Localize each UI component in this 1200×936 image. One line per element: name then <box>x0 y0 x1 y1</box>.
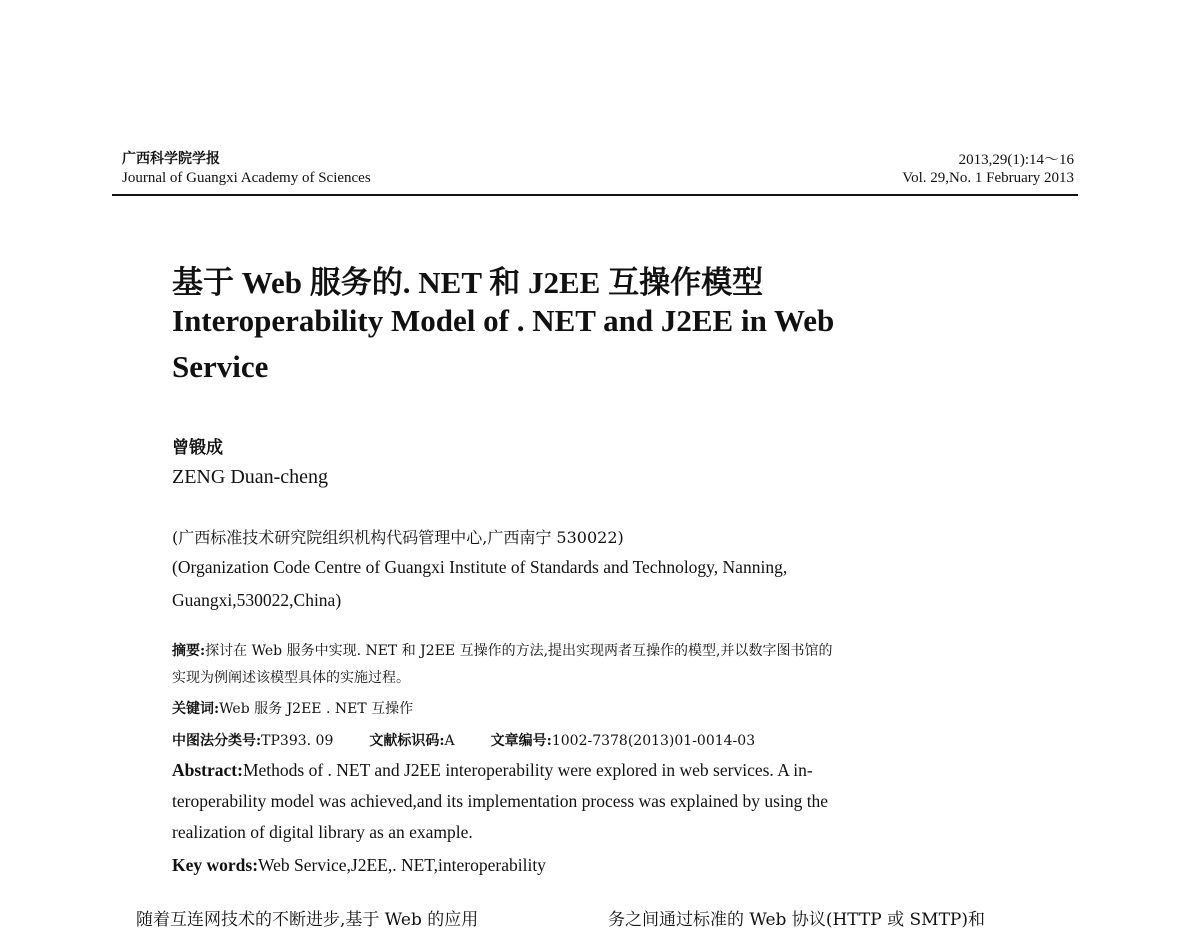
affiliation-en-line2: Guangxi,530022,China) <box>172 590 342 610</box>
article-no-value: 1002-7378(2013)01-0014-03 <box>551 733 756 749</box>
keywords-en <box>172 855 546 876</box>
keywords-cn-label: 关键词: <box>172 701 220 717</box>
classification-line <box>172 730 755 750</box>
article-no-label: 文章编号: <box>490 733 552 749</box>
abstract-cn-line1 <box>172 640 832 660</box>
title-en-line2: Service <box>172 349 269 384</box>
keywords-en-label: Key words: <box>172 855 259 875</box>
abstract-en-line2: teroperability model was achieved,and its implementation process was explained by using the <box>172 791 829 811</box>
affiliation-en-line1: (Organization Code Centre of Guangxi Institute of Standards and Technology, Nanning, <box>172 557 788 577</box>
abstract-en-label: Abstract: <box>172 760 243 780</box>
journal-name-en: Journal of Guangxi Academy of Sciences <box>122 170 371 186</box>
citation-info: 2013,29(1):14～16 <box>958 152 1074 168</box>
keywords-cn <box>172 698 413 718</box>
abstract-cn-label: 摘要: <box>172 643 206 659</box>
author-cn: 曾锻成 <box>172 438 223 458</box>
journal-name-cn: 广西科学院学报 <box>122 151 220 167</box>
body-text-left-column: 随着互连网技术的不断进步,基于 Web 的应用 <box>136 910 479 930</box>
abstract-en-line3: realization of digital library as an example. <box>172 822 473 842</box>
title-en-line1: Interoperability Model of . NET and J2EE in Web <box>172 303 835 338</box>
keywords-cn-text: Web 服务 J2EE . NET 互操作 <box>219 701 414 717</box>
doc-code-label: 文献标识码: <box>369 733 445 749</box>
abstract-cn-text: 探讨在 Web 服务中实现. NET 和 J2EE 互操作的方法,提出实现两者互操作的模型,并以数字图书馆的 <box>205 643 833 659</box>
abstract-en-text: Methods of . NET and J2EE interoperability were explored in web services. A in- <box>242 760 813 780</box>
body-text-right-column: 务之间通过标准的 Web 协议(HTTP 或 SMTP)和 <box>608 910 985 930</box>
volume-info: Vol. 29,No. 1 February 2013 <box>902 170 1074 186</box>
abstract-en-line1 <box>172 760 813 781</box>
title-cn: 基于 Web 服务的. NET 和 J2EE 互操作模型 <box>172 265 764 300</box>
abstract-cn-line2: 实现为例阐述该模型具体的实施过程。 <box>172 670 410 686</box>
header-rule <box>112 194 1078 196</box>
clc-label: 中图法分类号: <box>172 733 262 749</box>
affiliation-cn: (广西标准技术研究院组织机构代码管理中心,广西南宁 530022) <box>172 528 624 547</box>
clc-value: TP393. 09 <box>261 733 334 749</box>
keywords-en-text: Web Service,J2EE,. NET,interoperability <box>258 855 546 875</box>
author-en: ZENG Duan-cheng <box>172 466 329 488</box>
doc-code-value: A <box>444 733 455 749</box>
